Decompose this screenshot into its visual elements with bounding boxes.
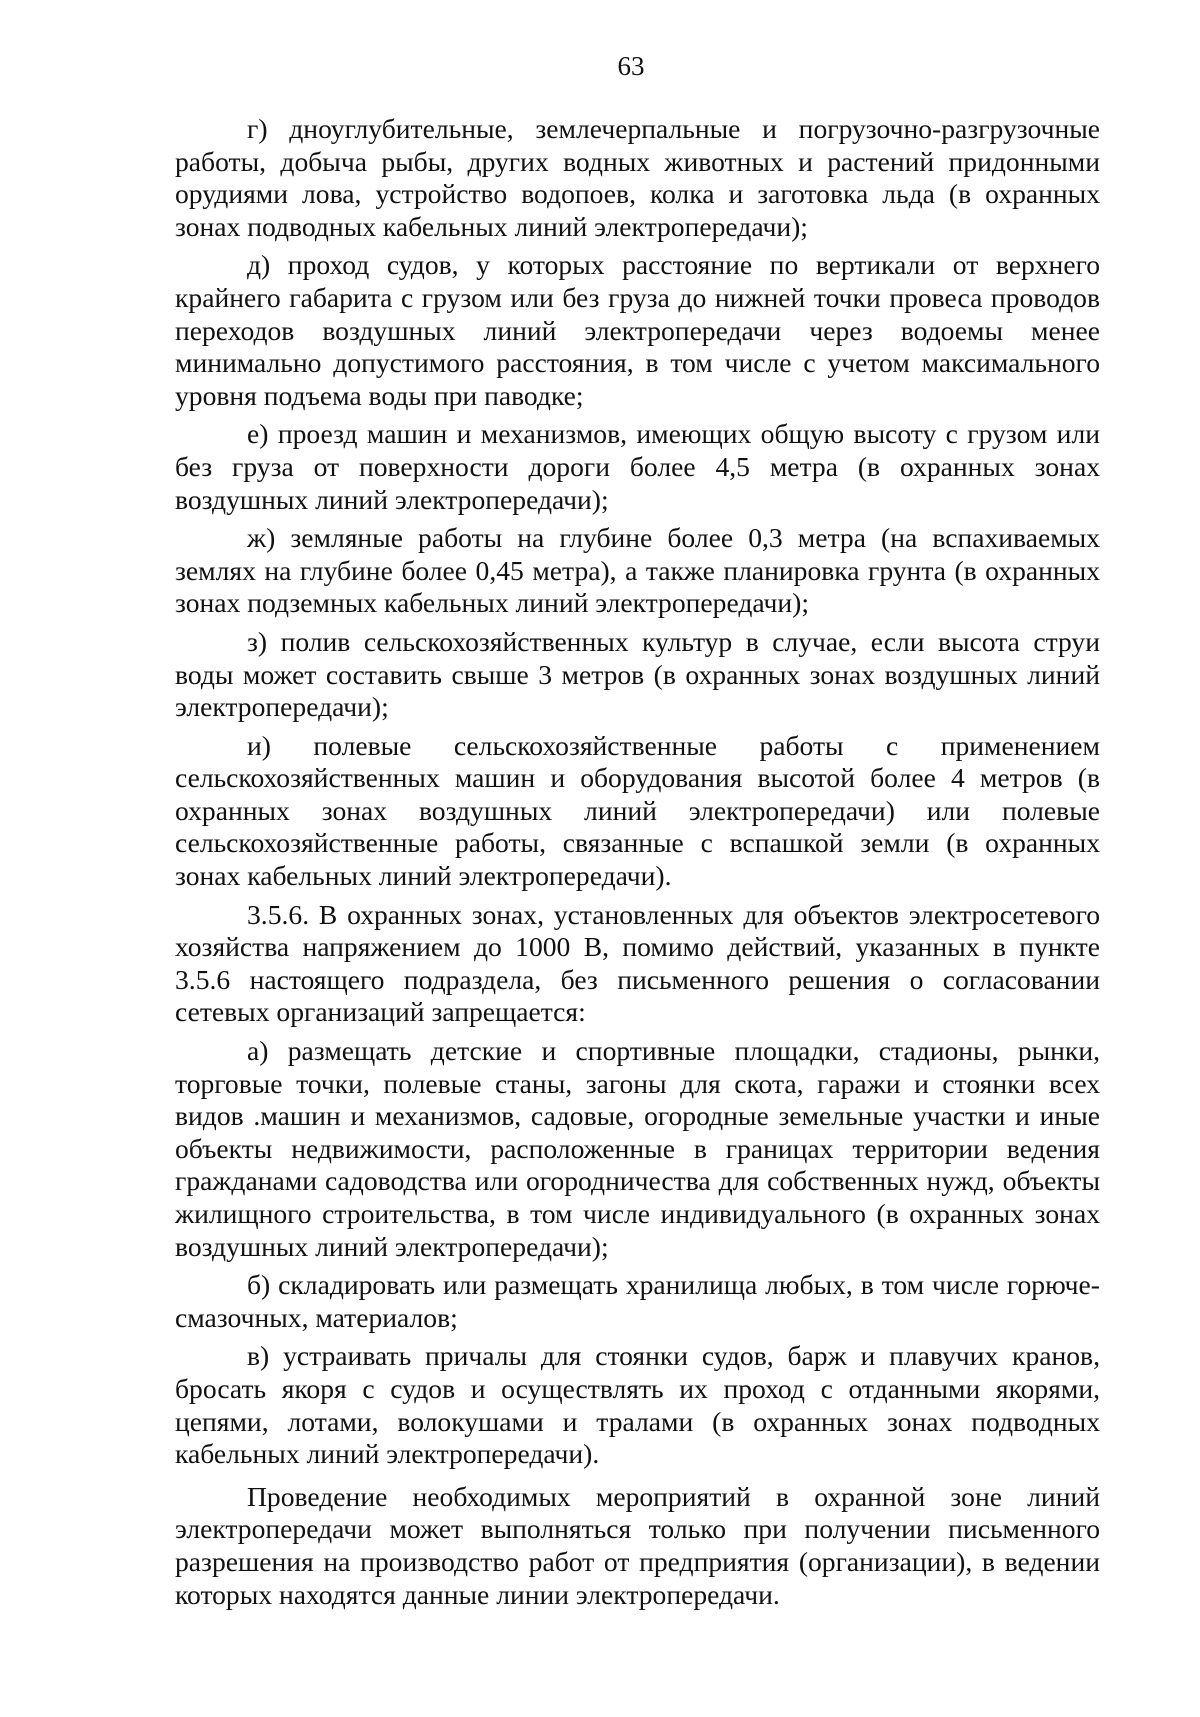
paragraph-d: д) проход судов, у которых расстояние по вертикали от верхнего крайнего габарита с грузом или без груза до нижней точки провеса проводов переходов воздушных линий электропередачи через водоемы менее минимально допустимого расстояния, в том числе с учетом максимального уровня подъема воды при паводке; <box>175 249 1100 411</box>
document-body <box>175 113 1100 1611</box>
paragraph-e: е) проезд машин и механизмов, имеющих общую высоту с грузом или без груза от поверхности дороги более 4,5 метра (в охранных зонах воздушных линий электропередачи); <box>175 418 1100 515</box>
paragraph-g: г) дноуглубительные, землечерпальные и погрузочно-разгрузочные работы, добыча рыбы, других водных животных и растений придонными орудиями лова, устройство водопоев, колка и заготовка льда (в охранных зонах подводных кабельных линий электропередачи); <box>175 113 1100 242</box>
paragraph-z: з) полив сельскохозяйственных культур в случае, если высота струи воды может составить свыше 3 метров (в охранных зонах воздушных линий электропередачи); <box>175 625 1100 723</box>
paragraph-v: в) устраивать причалы для стоянки судов, барж и плавучих кранов, бросать якоря с судов и осуществлять их проход с отданными якорями, цепями, лотами, волокушами и тралами (в охранных зонах подводных кабельных линий электропередачи). <box>175 1340 1100 1470</box>
paragraph-conclusion: Проведение необходимых мероприятий в охранной зоне линий электропередачи может выполняться только при получении письменного разрешения на производство работ от предприятия (организации), в ведении которых находятся данные линии электропередачи. <box>175 1480 1100 1610</box>
paragraph-zh: ж) земляные работы на глубине более 0,3 метра (на вспахиваемых землях на глубине более 0,45 метра), а также планировка грунта (в охранных зонах подземных кабельных линий электропередачи); <box>175 522 1100 619</box>
paragraph-b: б) складировать или размещать хранилища любых, в том числе горюче-смазочных, материалов; <box>175 1269 1100 1333</box>
paragraph-i: и) полевые сельскохозяйственные работы с применением сельскохозяйственных машин и оборудования высотой более 4 метров (в охранных зонах воздушных линий электропередачи) или полевые сельскохозяйственные работы, связанные с вспашкой земли (в охранных зонах кабельных линий электропередачи). <box>175 729 1100 892</box>
page-number: 63 <box>617 51 645 81</box>
paragraph-3-5-6: 3.5.6. В охранных зонах, установленных для объектов электросетевого хозяйства напряжением до 1000 В, помимо действий, указанных в пункте 3.5.6 настоящего подраздела, без письменного решения о согласовании сетевых организаций запрещается: <box>175 898 1100 1028</box>
paragraph-a: а) размещать детские и спортивные площадки, стадионы, рынки, торговые точки, полевые станы, загоны для скота, гаражи и стоянки всех видов .машин и механизмов, садовые, огородные земельные участки и иные объекты недвижимости, расположенные в границах территории ведения гражданами садоводства или огородничества для собственных нужд, объекты жилищного строительства, в том числе индивидуального (в охранных зонах воздушных линий электропередачи); <box>175 1035 1100 1262</box>
